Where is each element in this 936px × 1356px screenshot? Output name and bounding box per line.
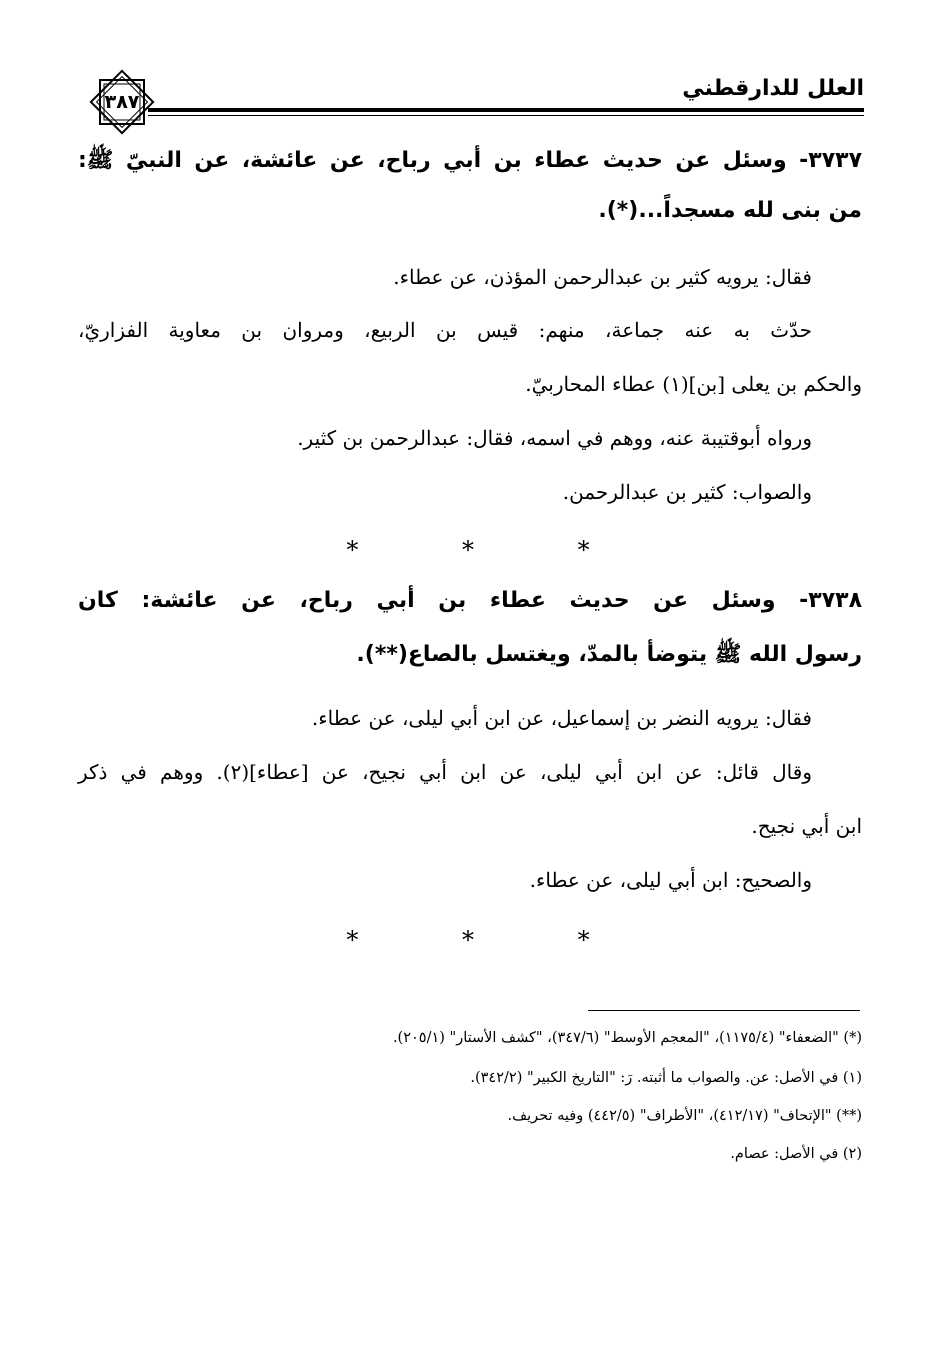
footnote-2: (١) في الأصل: عن. والصواب ما أثبته. رَ: "التاريخ الكبير" (٣٤٢/٢). (470, 1070, 862, 1086)
running-title: العلل للدارقطني (682, 76, 864, 101)
entry-3738-paragraph-1: فقال: يرويه النضر بن إسماعيل، عن ابن أبي ليلى، عن عطاء. (311, 706, 812, 730)
entry-3738-paragraph-2-line1: وقال قائل: عن ابن أبي ليلى، عن ابن أبي نجيح، عن [عطاء](٢). ووهم في ذكر (78, 760, 812, 784)
entry-3737-paragraph-2-line2: والحكم بن يعلى [بن](١) عطاء المحاربيّ. (525, 372, 862, 396)
section-separator-2: * * * (346, 926, 638, 954)
footnote-rule (588, 1010, 860, 1011)
entry-3737-title-line1: ٣٧٣٧- وسئل عن حديث عطاء بن أبي رباح، عن عائشة، عن النبيّ ﷺ: (78, 148, 862, 173)
footnote-3: (**) "الإتحاف" (٤١٢/١٧)، "الأطراف" (٤٤٢/٥) وفيه تحريف. (507, 1108, 862, 1124)
footnote-1: (*) "الضعفاء" (١١٧٥/٤)، "المعجم الأوسط" (٣٤٧/٦)، "كشف الأستار" (٢٠٥/١). (392, 1030, 862, 1046)
entry-3738-title-line2: رسول الله ﷺ يتوضأ بالمدّ، ويغتسل بالصاع(**). (356, 642, 862, 667)
entry-3737-paragraph-4: والصواب: كثير بن عبدالرحمن. (562, 480, 812, 504)
entry-3738-paragraph-3: والصحيح: ابن أبي ليلى، عن عطاء. (529, 868, 812, 892)
entry-3738-title-line1: ٣٧٣٨- وسئل عن حديث عطاء بن أبي رباح، عن عائشة: كان (78, 588, 862, 613)
header-rule-thin (148, 115, 864, 116)
entry-3737-paragraph-2-line1: حدّث به عنه جماعة، منهم: قيس بن الربيع، ومروان بن معاوية الفزاريّ، (78, 318, 812, 342)
entry-3738-paragraph-2-line2: ابن أبي نجيح. (751, 814, 862, 838)
header-rule-thick (148, 108, 864, 112)
page-number: ٣٨٧ (104, 91, 140, 113)
section-separator-1: * * * (346, 536, 638, 564)
entry-3737-title-line2: من بنى لله مسجداً...(*). (598, 198, 862, 223)
entry-3737-paragraph-1: فقال: يرويه كثير بن عبدالرحمن المؤذن، عن عطاء. (393, 265, 812, 289)
footnote-4: (٢) في الأصل: عصام. (730, 1146, 862, 1162)
page-number-frame (86, 66, 158, 138)
entry-3737-paragraph-3: ورواه أبوقتيبة عنه، ووهم في اسمه، فقال: عبدالرحمن بن كثير. (297, 426, 812, 450)
